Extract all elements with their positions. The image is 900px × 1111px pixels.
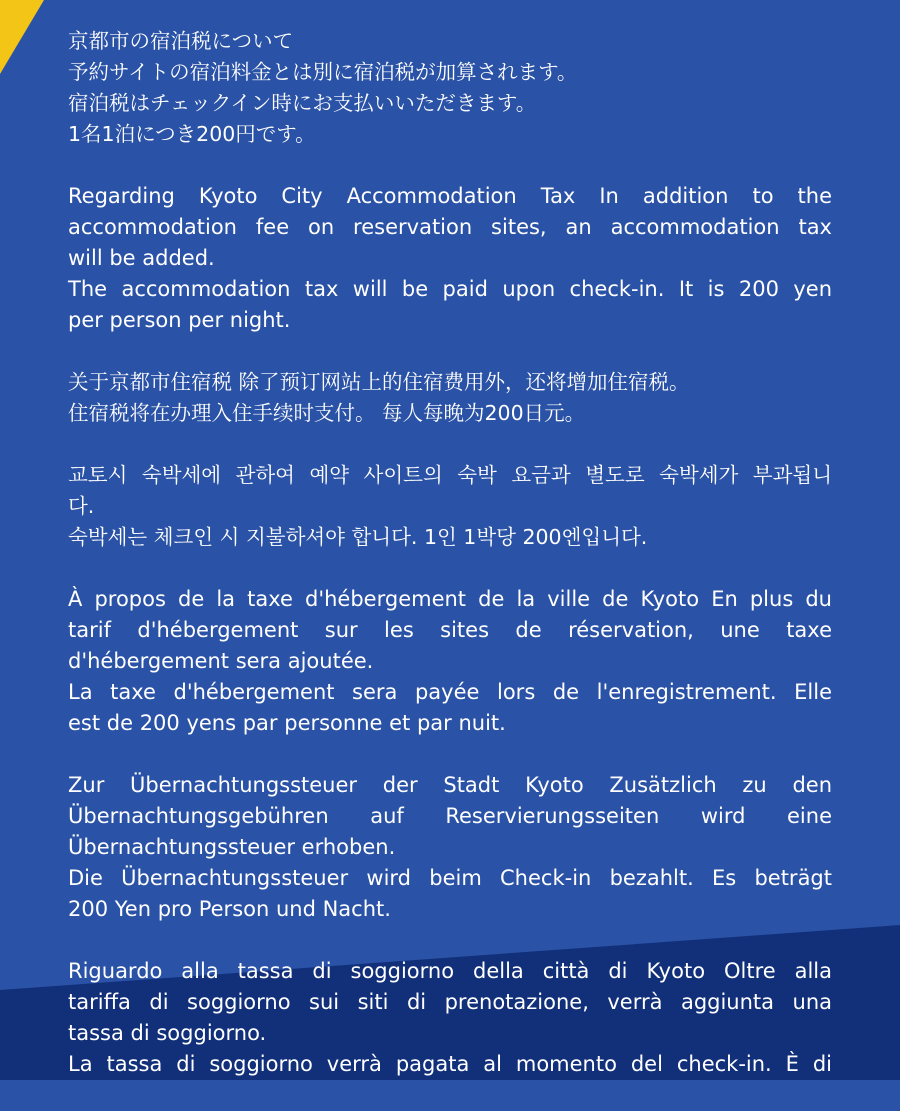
notice-line: 교토시 숙박세에 관하여 예약 사이트의 숙박 요금과 별도로 숙박세가 부과됩니 — [68, 463, 832, 487]
notice-chinese — [68, 367, 832, 429]
notice-line: d'hébergement sera ajoutée. — [68, 649, 374, 673]
notice-line: 宿泊税はチェックイン時にお支払いいただきます。 — [68, 91, 537, 115]
notice-line: 200 Yen pro Person und Nacht. — [68, 897, 391, 921]
notice-line: 京都市の宿泊税について — [68, 29, 294, 53]
notice-line: The accommodation tax will be paid upon check-in. It is 200 yen — [68, 277, 832, 301]
notice-line: Zur Übernachtungssteuer der Stadt Kyoto Zusätzlich zu den — [68, 773, 832, 797]
notice-line: tariffa di soggiorno sui siti di prenotazione, verrà aggiunta una — [68, 990, 832, 1014]
notice-line: 予約サイトの宿泊料金とは別に宿泊税が加算されます。 — [68, 60, 578, 84]
tax-notice — [68, 26, 832, 1111]
notice-line: À propos de la taxe d'hébergement de la ville de Kyoto En plus du — [68, 587, 832, 611]
notice-line: 关于京都市住宿税 除了预订网站上的住宿费用外，还将增加住宿税。 — [68, 370, 690, 394]
notice-line: tarif d'hébergement sur les sites de réservation, une taxe — [68, 618, 832, 642]
notice-line: accommodation fee on reservation sites, an accommodation tax — [68, 215, 832, 239]
notice-line: La tassa di soggiorno verrà pagata al momento del check-in. È di — [68, 1052, 832, 1076]
notice-french — [68, 584, 832, 739]
notice-line: tassa di soggiorno. — [68, 1021, 267, 1045]
notice-korean — [68, 460, 832, 553]
notice-line: 住宿税将在办理入住手续时支付。 每人每晚为200日元。 — [68, 401, 586, 425]
notice-line: Übernachtungssteuer erhoben. — [68, 835, 396, 859]
notice-line: 1名1泊につき200円です。 — [68, 122, 316, 146]
notice-line: will be added. — [68, 246, 215, 270]
notice-italian — [68, 956, 832, 1080]
notice-japanese — [68, 26, 832, 150]
notice-line: per person per night. — [68, 308, 291, 332]
notice-line: 숙박세는 체크인 시 지불하셔야 합니다. 1인 1박당 200엔입니다. — [68, 525, 648, 549]
notice-line: La taxe d'hébergement sera payée lors de l'enregistrement. Elle — [68, 680, 832, 704]
notice-line: Regarding Kyoto City Accommodation Tax In addition to the — [68, 184, 832, 208]
notice-line: Riguardo alla tassa di soggiorno della città di Kyoto Oltre alla — [68, 959, 832, 983]
notice-german — [68, 770, 832, 925]
notice-line: 다. — [68, 494, 95, 518]
notice-line: Die Übernachtungssteuer wird beim Check-in bezahlt. Es beträgt — [68, 866, 832, 890]
notice-line: est de 200 yens par personne et par nuit. — [68, 711, 506, 735]
notice-english — [68, 181, 832, 336]
notice-line: Übernachtungsgebühren auf Reservierungsseiten wird eine — [68, 804, 832, 828]
